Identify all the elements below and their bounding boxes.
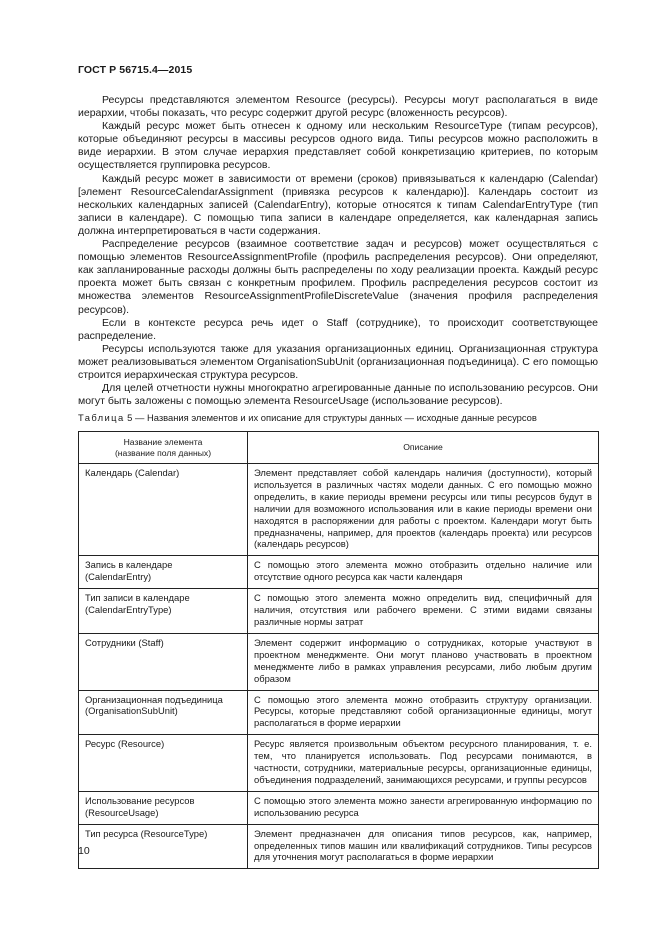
paragraph-assignment-profile: Распределение ресурсов (взаимное соответствие задач и ресурсов) может осуществляться с помощью элементов ResourceAssignmentProfile (профиль распределения ресурсов). Они определяют, как запланированные расходы должны быть распределены по ходу реализации проекта. Каждый ресурс проекта может быть связан с конкретным профилем. Профиль распределения ресурсов состоит из множества элементов ResourceAssignmentProfileDiscreteValue (значения профиля распределения ресурсов). [78,238,598,316]
element-name-cell: Тип записи в календаре (CalendarEntryType) [79,589,248,634]
paragraph-resources-intro: Ресурсы представляются элементом Resource (ресурсы). Ресурсы могут располагаться в виде иерархии, чтобы показать, что ресурс содержит другой ресурс (вложенность ресурсов). [78,94,598,120]
header-name-line1: Название элемента [123,437,203,447]
table-caption-number: 5 [127,412,133,423]
elements-table [78,431,599,869]
table-caption-text: — Названия элементов и их описание для структуры данных — исходные данные ресурсов [135,412,537,423]
table-header-row [79,432,599,464]
table-row [79,791,599,824]
header-description: Описание [248,432,599,464]
element-description-cell: Элемент предназначен для описания типов ресурсов, как, например, определенных типов машин или квалификаций сотрудников. Типы ресурсов для уточнения могут располагаться в форме иерархии [248,824,599,869]
table-row [79,633,599,690]
element-description-cell: Элемент представляет собой календарь наличия (доступности), который используется в различных частях модели данных. С его помощью можно определить, в какие периоды времени ресурсы или типы ресурсов будут в наличии для возможного использования или в какие периоды времени они находятся в распоряжении для работы с проектом. Календари могут быть предназначены, например, для проектов (календарь проекта) или ресурсов (календарь ресурсов) [248,464,599,556]
header-element-name [79,432,248,464]
table-caption [78,412,618,424]
element-name-cell: Ресурс (Resource) [79,735,248,792]
document-code: ГОСТ Р 56715.4—2015 [78,64,193,76]
element-name-cell: Календарь (Calendar) [79,464,248,556]
header-name-line2: (название поля данных) [114,447,212,458]
page-number: 10 [78,845,90,857]
element-name-cell: Запись в календаре (CalendarEntry) [79,556,248,589]
paragraph-resource-types: Каждый ресурс может быть отнесен к одному или нескольким ResourceType (типам ресурсов), которые объединяют ресурсы в массивы ресурсов одного вида. Типы ресурсов можно расположить в виде иерархии. В этом случае иерархия представляет собой конкретизацию критериев, по которым осуществляется группировка ресурсов. [78,120,598,172]
element-description-cell: С помощью этого элемента можно занести агрегированную информацию по использованию ресурса [248,791,599,824]
element-name-cell: Сотрудники (Staff) [79,633,248,690]
element-description-cell: С помощью этого элемента можно отобразить структуру организации. Ресурсы, которые представляют собой организационные единицы, могут располагаться в форме иерархии [248,690,599,735]
paragraph-staff: Если в контексте ресурса речь идет о Staff (сотруднике), то происходит соответствующее распределение. [78,316,598,342]
table-row [79,735,599,792]
element-description-cell: Ресурс является произвольным объектом ресурсного планирования, т. е. тем, что планируется использовать. Под ресурсами понимаются, в частности, сотрудники, материальные ресурсы, организационные единицы, объединения подразделений, занимающихся ресурсами, и группы ресурсов [248,735,599,792]
element-description-cell: Элемент содержит информацию о сотрудниках, которые участвуют в проектном менеджменте. Они могут планово участвовать в проектном менеджменте либо в рамках управления ресурсами, либо любым другим образом [248,633,599,690]
element-description-cell: С помощью этого элемента можно определить вид, специфичный для наличия, отсутствия или рабочего времени. С этими видами связаны различные нормы затрат [248,589,599,634]
element-name-cell: Использование ресурсов (ResourceUsage) [79,791,248,824]
table-row [79,556,599,589]
element-description-cell: С помощью этого элемента можно отобразить отдельно наличие или отсутствие одного ресурса как части календаря [248,556,599,589]
paragraph-calendar: Каждый ресурс может в зависимости от времени (сроков) привязываться к календарю (Calendar) [элемент ResourceCalendarAssignment (привязка ресурсов к календарю)]. Календарь состоит из нескольких календарных записей (CalendarEntry), которые относятся к типам CalendarEntryType (тип записи в календаре). С помощью типа записи в календаре определяется, как календарная запись должна интерпретироваться в части содержания. [78,172,598,237]
table-row [79,824,599,869]
paragraph-org-units: Ресурсы используются также для указания организационных единиц. Организационная структура может реализовываться элементом OrganisationSubUnit (организационная подъединица). С его помощью строится иерархическая структура ресурсов. [78,342,598,381]
table-row [79,690,599,735]
table-caption-label: Таблица [78,412,125,423]
paragraph-reporting: Для целей отчетности нужны многократно агрегированные данные по использованию ресурсов. Они могут быть заложены с помощью элемента ResourceUsage (использование ресурсов). [78,382,598,408]
table-row [79,589,599,634]
element-name-cell: Тип ресурса (ResourceType) [79,824,248,869]
table-row [79,464,599,556]
element-name-cell: Организационная подъединица (OrganisationSubUnit) [79,690,248,735]
body-text [78,94,598,408]
